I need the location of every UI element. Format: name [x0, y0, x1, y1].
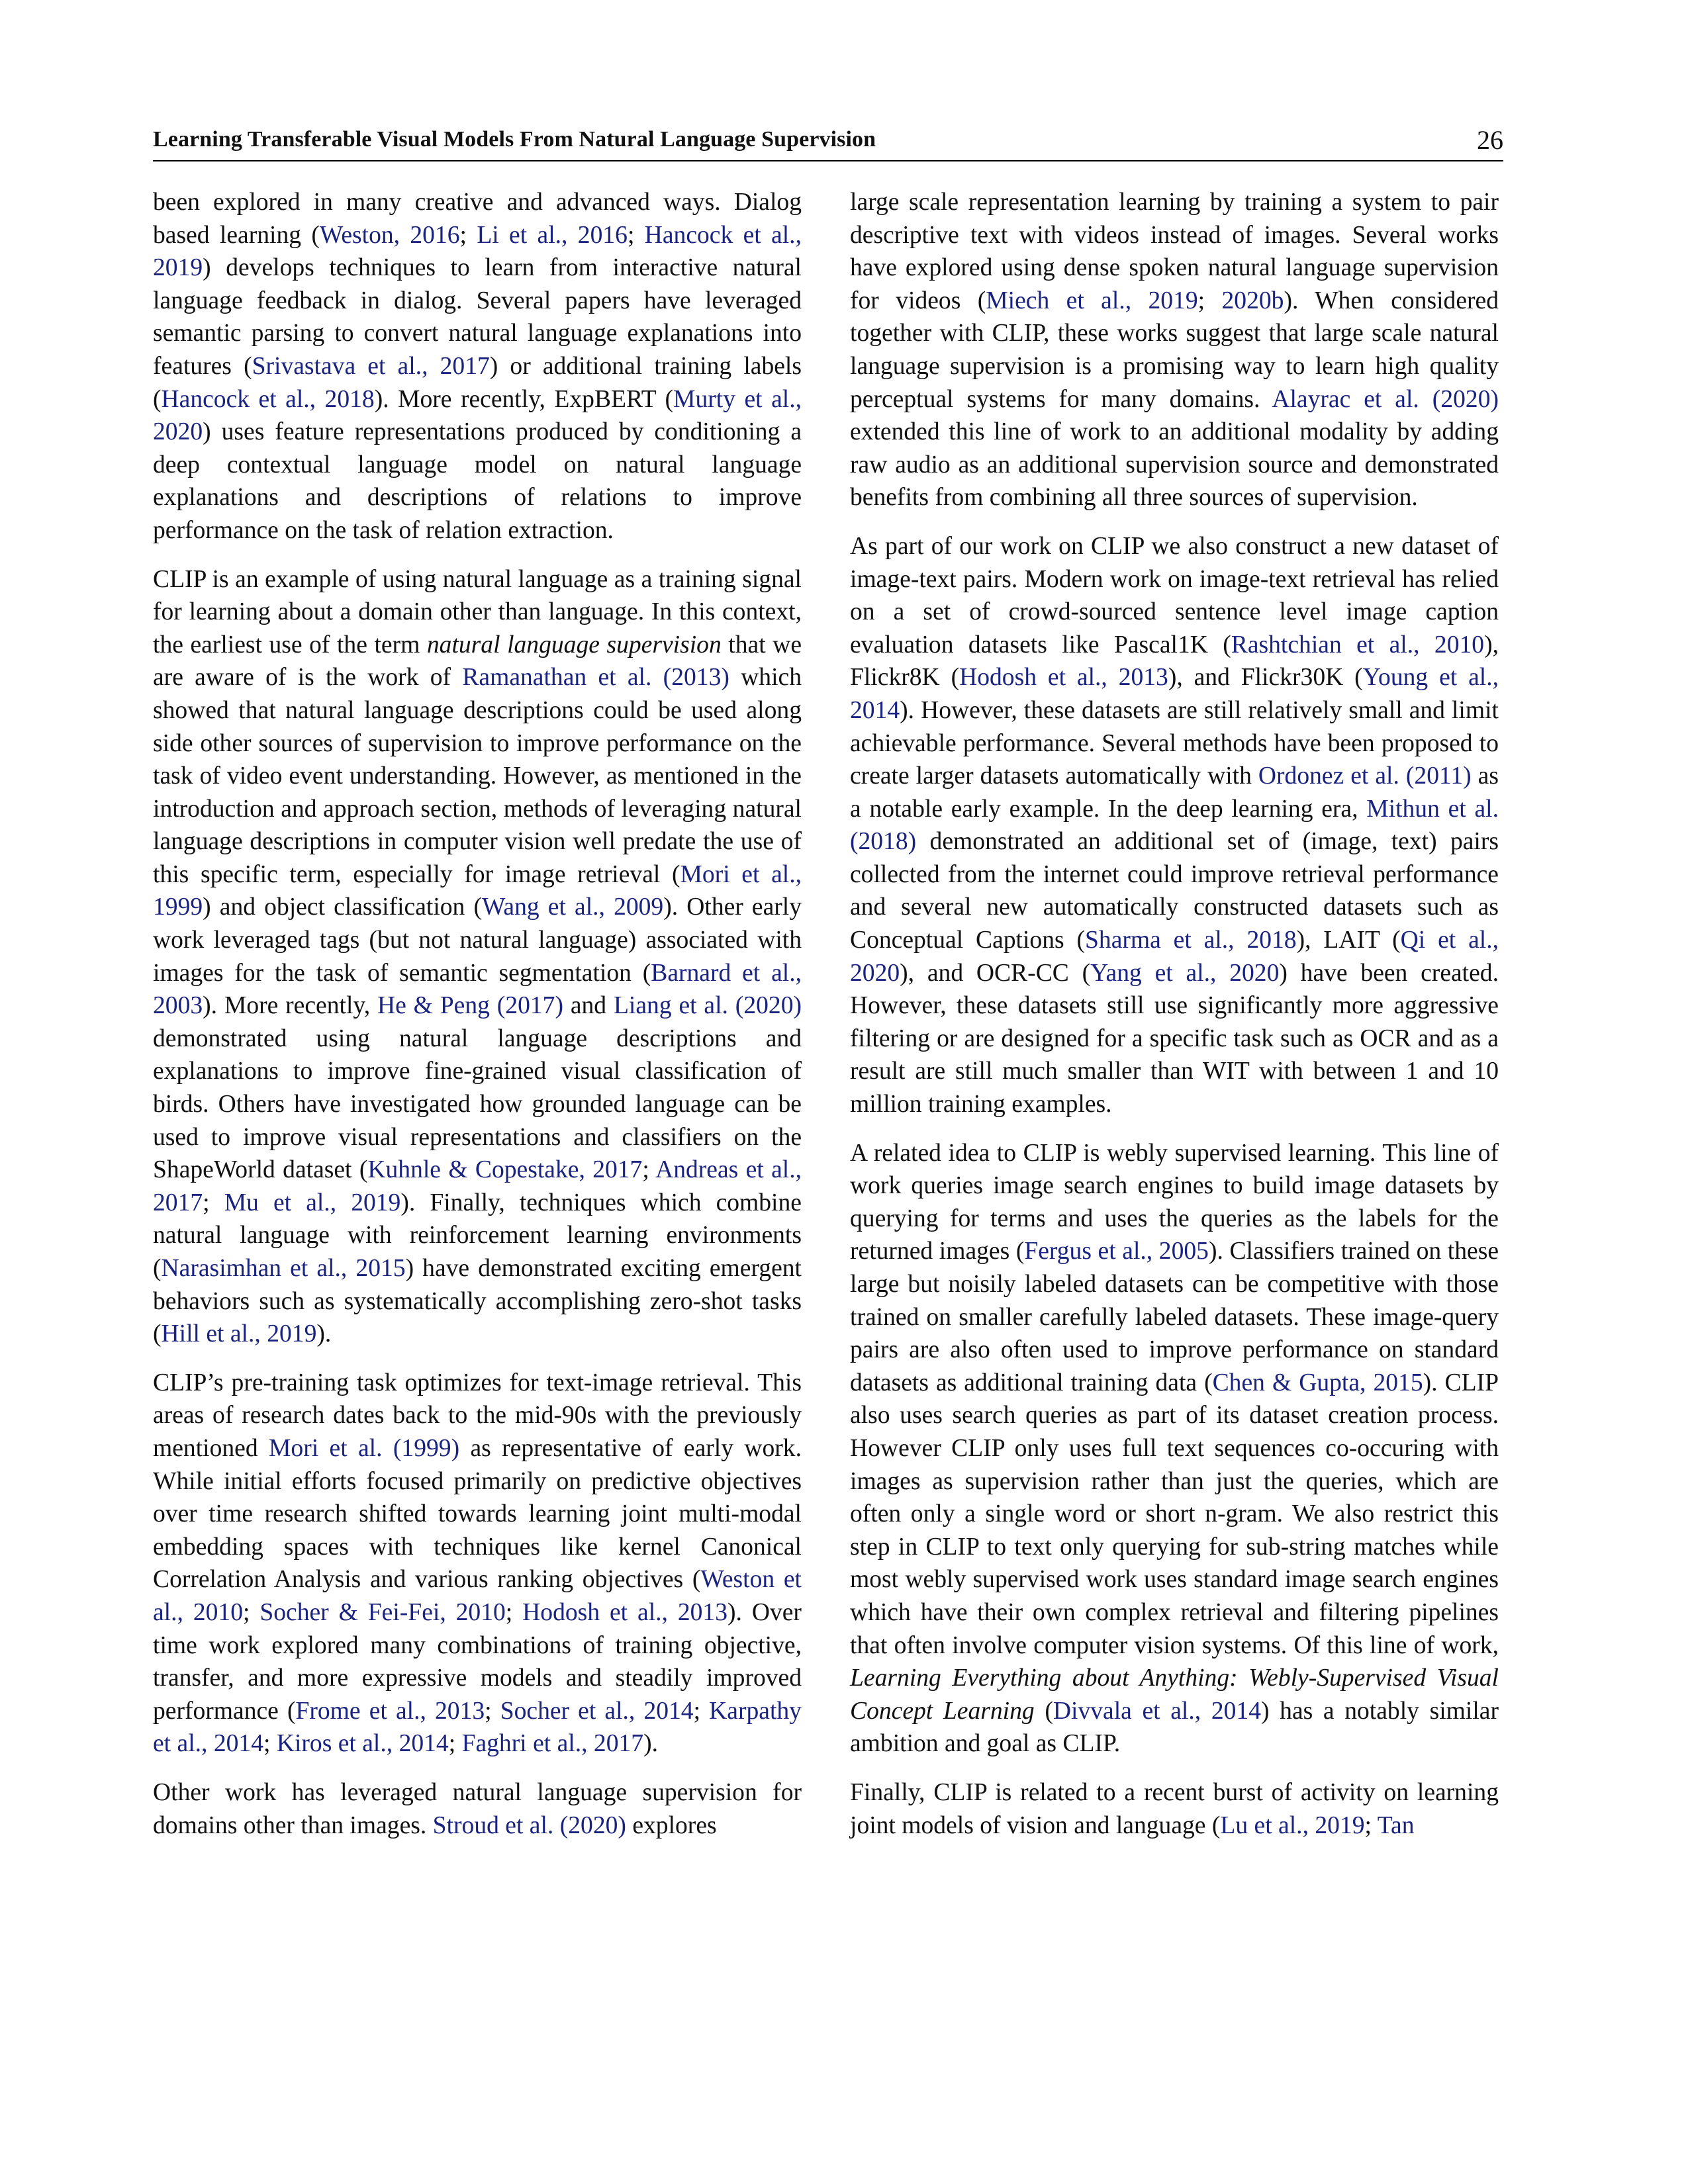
citation-socher-2014[interactable]: Socher et al., 2014	[500, 1697, 694, 1725]
citation-author: Yang et al.	[1090, 959, 1210, 987]
text-run: ) has a notably similar ambition and goal as CLIP.	[850, 1697, 1499, 1758]
citation-year: 2018	[1246, 927, 1297, 954]
citation-year: 2019	[1148, 287, 1198, 314]
citation-year: 2016	[410, 221, 460, 249]
citation-lu-2019[interactable]: Lu et al., 2019	[1220, 1811, 1365, 1839]
text-run: and	[563, 992, 614, 1020]
citation-author: Kiros et al.	[276, 1730, 387, 1758]
text-run: ). When considered together with CLIP, these works suggest that large scale natural language supervision is a promising way to learn high quality perceptual systems for many domains.	[850, 287, 1499, 413]
citation-year: 2010	[455, 1598, 506, 1626]
text-run: ). Over time work explored many combinations of training objective, transfer, and more expressive models and steadily improved performance (	[153, 1598, 802, 1725]
text-run: that we are aware of is the work of	[153, 631, 802, 692]
citation-wang-2009[interactable]: Wang et al., 2009	[481, 893, 664, 921]
citation-miech-2020b[interactable]	[1222, 287, 1284, 314]
citation-author: Hancock et al.	[161, 385, 310, 413]
text-run: ) and object classification (	[203, 893, 482, 921]
citation-year: 2020	[743, 992, 794, 1020]
text-run: ). More recently, ExpBERT (	[374, 385, 674, 413]
paragraph-image-text-dataset	[850, 530, 1499, 1121]
citation-author: Frome et al.	[295, 1697, 420, 1725]
text-run: ).	[643, 1730, 658, 1758]
citation-author: Hodosh et al.	[959, 664, 1102, 692]
text-run: ) have been created. However, these datasets still use significantly more aggressive filtering or are designed for a specific task such as OCR and as a result are still much smaller than WIT with between 1 and 10 million training examples.	[850, 959, 1499, 1118]
citation-he-peng-2017[interactable]: He & Peng (2017)	[377, 992, 563, 1020]
citation-year: 2015	[355, 1255, 406, 1282]
citation-author: Karpathy et al.	[153, 1697, 802, 1758]
citation-year: 2013	[1118, 664, 1168, 692]
citation-author: Narasimhan et al.	[161, 1255, 341, 1282]
text-run: Finally, CLIP is related to a recent burst of activity on learning joint models of vision and language (	[850, 1778, 1499, 1839]
text-run: ), and Flickr30K (	[1168, 664, 1363, 692]
text-run: large scale representation learning by training a system to pair descriptive text with videos instead of images. Several works have explored using dense spoken natural language supervision for videos (	[850, 189, 1499, 314]
text-run: ), and OCR-CC (	[900, 959, 1091, 987]
text-run: ;	[627, 221, 645, 249]
citation-year: 2018	[858, 828, 908, 856]
text-run: ), LAIT (	[1296, 927, 1401, 954]
citation-srivastava-2017[interactable]: Srivastava et al., 2017	[252, 352, 490, 380]
citation-faghri-2017[interactable]: Faghri et al., 2017	[461, 1730, 644, 1758]
citation-author: Sharma et al.	[1085, 927, 1229, 954]
citation-year: 2015	[1373, 1369, 1423, 1396]
citation-year: 2020	[153, 418, 203, 446]
text-run: ). CLIP also uses search queries as part of its dataset creation process. However CLIP only uses full text sequences co-occuring with images as supervision rather than just the queries, which are often only a single word or short n-gram. We also restrict this step in CLIP to text only querying for sub-string matches while most webly supervised work uses standard image search engines which have their own complex retrieval and filtering pipelines that often involve computer vision systems. Of this line of work,	[850, 1369, 1499, 1659]
citation-author: Barnard et al.	[651, 959, 796, 987]
citation-year: 2011	[1414, 762, 1464, 790]
citation-ordonez-2011[interactable]: Ordonez et al. (2011)	[1258, 762, 1472, 790]
text-run: ;	[263, 1730, 277, 1758]
text-run: ;	[459, 221, 477, 249]
citation-hill-2019[interactable]: Hill et al., 2019	[161, 1320, 317, 1348]
citation-mu-2019[interactable]: Mu et al., 2019	[224, 1189, 401, 1216]
citation-narasimhan-2015[interactable]: Narasimhan et al., 2015	[161, 1255, 406, 1282]
paragraph-other-domains	[153, 1776, 802, 1842]
citation-mithun-2018[interactable]: Mithun et al. (2018)	[850, 795, 1499, 856]
text-run: ;	[485, 1697, 500, 1725]
citation-chen-gupta-2015[interactable]: Chen & Gupta, 2015	[1212, 1369, 1423, 1396]
text-run: ).	[316, 1320, 332, 1348]
citation-author: Qi et al.	[1400, 927, 1493, 954]
citation-year: 2016	[577, 221, 628, 249]
citation-author: Lu et al.	[1220, 1811, 1303, 1839]
citation-rashtchian-2010[interactable]: Rashtchian et al., 2010	[1231, 631, 1485, 659]
text-run: which showed that natural language descriptions could be used along side other sources of supervision to improve performance on the task of video event understanding. However, as mentioned in the introduction and approach section, methods of leveraging natural language descriptions in computer vision well predate the use of this specific term, especially for image retrieval (	[153, 664, 802, 888]
citation-year: 2014	[213, 1730, 263, 1758]
text-run: ;	[242, 1598, 260, 1626]
paragraph-clip-natural-language	[153, 563, 802, 1351]
text-run: ;	[1197, 287, 1222, 314]
citation-author: Socher & Fei-Fei	[259, 1598, 440, 1626]
citation-hancock-2019[interactable]: Hancock et al., 2019	[153, 221, 802, 282]
citation-qi-2020[interactable]: Qi et al., 2020	[850, 927, 1499, 987]
text-run: as representative of early work. While initial efforts focused primarily on predictive objectives over time research shifted towards learning joint multi-modal embedding spaces with techniques like kernel Canonical Correlation Analysis and various ranking objectives (	[153, 1434, 802, 1594]
text-run: CLIP is an example of using natural language as a training signal for learning about a domain other than language. In this context, the earliest use of the term	[153, 565, 802, 659]
text-run: ) have demonstrated exciting emergent behaviors such as systematically accomplishing zero-shot tasks (	[153, 1255, 802, 1348]
citation-year: 2019	[267, 1320, 317, 1348]
citation-year: 2019	[153, 254, 203, 282]
paragraph-joint-vision-language	[850, 1776, 1499, 1842]
citation-year: 2014	[850, 696, 900, 724]
citation-author: Hancock et al.	[644, 221, 796, 249]
citation-year: 2014	[643, 1697, 694, 1725]
citation-sharma-2018[interactable]: Sharma et al., 2018	[1085, 927, 1297, 954]
citation-year: 2013	[434, 1697, 485, 1725]
citation-year: 2017	[593, 1730, 644, 1758]
citation-barnard-2003[interactable]: Barnard et al., 2003	[153, 959, 802, 1020]
text-run: ;	[693, 1697, 710, 1725]
citation-alayrac-2020[interactable]: Alayrac et al. (2020)	[1272, 385, 1499, 413]
citation-year: 2013	[671, 664, 722, 692]
citation-mori-1999[interactable]: Mori et al., 1999	[153, 860, 802, 921]
citation-frome-2013[interactable]: Frome et al., 2013	[295, 1697, 485, 1725]
text-run: extended this line of work to an additional modality by adding raw audio as an additional supervision source and demonstrated benefits from combining all three sources of supervision.	[850, 418, 1499, 512]
citation-author: Stroud et al.	[432, 1811, 554, 1839]
text-run: Other work has leveraged natural language supervision for domains other than images.	[153, 1778, 802, 1839]
citation-author: Weston et al.	[153, 1566, 802, 1626]
citation-socher-feifei-2010[interactable]: Socher & Fei-Fei, 2010	[259, 1598, 506, 1626]
citation-year: 2020	[1229, 959, 1280, 987]
citation-li-2016[interactable]: Li et al., 2016	[477, 221, 628, 249]
citation-author: Fergus et al.	[1024, 1238, 1147, 1265]
left-column	[153, 186, 802, 1858]
text-run: ) uses feature representations produced by conditioning a deep contextual language model on natural language explanations and descriptions of relations to improve performance on the task of relation extraction.	[153, 418, 802, 544]
citation-author: Rashtchian et al.	[1231, 631, 1414, 659]
citation-hancock-2018[interactable]: Hancock et al., 2018	[161, 385, 375, 413]
text-run: explores	[626, 1811, 717, 1839]
citation-weston-2016[interactable]: Weston, 2016	[319, 221, 460, 249]
citation-author: Mori et al.	[680, 860, 796, 888]
citation-year: 2017	[505, 992, 555, 1020]
citation-weston-2010[interactable]: Weston et al., 2010	[153, 1566, 802, 1626]
citation-author: Murty et al.	[673, 385, 796, 413]
emphasis-term: natural language supervision	[426, 631, 722, 659]
citation-year: 1999	[153, 893, 203, 921]
citation-year: 2020	[1440, 385, 1491, 413]
citation-author: Andreas et al.	[655, 1156, 796, 1184]
citation-year: 2009	[614, 893, 664, 921]
citation-author: Li et al.	[477, 221, 562, 249]
text-run: demonstrated an additional set of (image, text) pairs collected from the internet could improve retrieval performance and several new automatically constructed datasets such as Conceptual Captions (	[850, 828, 1499, 954]
citation-hodosh-2013[interactable]: Hodosh et al., 2013	[522, 1598, 727, 1626]
running-header	[153, 123, 1503, 161]
paragraph-video-text	[850, 186, 1499, 514]
text-run: ). Other early work leveraged tags (but not natural language) associated with images for the task of semantic segmentation (	[153, 893, 802, 987]
running-title: Learning Transferable Visual Models From Natural Language Supervision	[153, 127, 876, 152]
citation-author: Alayrac et al.	[1272, 385, 1419, 413]
emphasis-title: Learning Everything about Anything: Webly-Supervised Visual Concept Learning	[850, 1664, 1499, 1725]
paragraph-webly-supervised	[850, 1137, 1499, 1760]
citation-young-2014[interactable]: Young et al., 2014	[850, 664, 1499, 724]
citation-author: Mu et al.	[224, 1189, 330, 1216]
citation-tan[interactable]	[1378, 1812, 1415, 1839]
citation-author: Hodosh et al.	[522, 1598, 662, 1626]
citation-year: 2013	[677, 1598, 727, 1626]
citation-author: Wang et al.	[481, 893, 599, 921]
text-run: ;	[505, 1598, 523, 1626]
text-run: ), Flickr8K (	[850, 631, 1499, 692]
citation-miech-2019[interactable]: Miech et al., 2019	[986, 287, 1198, 314]
text-run: been explored in many creative and advanced ways. Dialog based learning (	[153, 189, 802, 249]
page-number: 26	[1477, 125, 1503, 155]
citation-author: Hill et al.	[161, 1320, 255, 1348]
text-run: ). Finally, techniques which combine natural language with reinforcement learning environments (	[153, 1189, 802, 1282]
text-run: demonstrated using natural language descriptions and explanations to improve fine-grained visual classification of birds. Others have investigated how grounded language can be used to improve visual representations and classifiers on the ShapeWorld dataset (	[153, 1024, 802, 1184]
citation-author: Divvala et al.	[1053, 1697, 1195, 1725]
text-run: ;	[642, 1156, 656, 1184]
citation-year: 2010	[193, 1598, 243, 1626]
citation-author: Mithun et al.	[1366, 795, 1499, 823]
citation-author: Srivastava et al.	[252, 352, 422, 380]
text-run: ). Classifiers trained on these large but noisily labeled datasets can be competitive with those trained on smaller carefully labeled datasets. These image-query pairs are also often used to improve performance on standard datasets as additional training data (	[850, 1238, 1499, 1396]
citation-author: Chen & Gupta	[1212, 1369, 1360, 1396]
citation-author: Socher et al.	[500, 1697, 629, 1725]
paragraph-dialog-learning	[153, 186, 802, 547]
citation-fergus-2005[interactable]: Fergus et al., 2005	[1024, 1238, 1209, 1265]
citation-author: Mori et al.	[269, 1434, 383, 1462]
text-run: ;	[448, 1730, 462, 1758]
citation-author: Young et al.	[1362, 664, 1493, 692]
citation-year: 2019	[1315, 1811, 1365, 1839]
text-run: ;	[203, 1189, 224, 1216]
citation-author: Kuhnle & Copestake	[367, 1156, 579, 1184]
citation-yang-2020[interactable]: Yang et al., 2020	[1090, 959, 1280, 987]
citation-year: 2010	[1434, 631, 1485, 659]
citation-murty-2020[interactable]: Murty et al., 2020	[153, 385, 802, 446]
citation-year: 2017	[440, 352, 490, 380]
paragraph-text-image-retrieval	[153, 1367, 802, 1760]
citation-year: 2018	[324, 385, 375, 413]
citation-andreas-2017[interactable]: Andreas et al., 2017	[153, 1156, 802, 1216]
text-run: ) develops techniques to learn from interactive natural language feedback in dialog. Several papers have leveraged semantic parsing to convert natural language explanations into features (	[153, 254, 802, 380]
citation-author: Faghri et al.	[461, 1730, 582, 1758]
text-run: ). More recently,	[203, 992, 377, 1020]
citation-author: Ordonez et al.	[1258, 762, 1399, 790]
citation-year: 2020	[568, 1811, 618, 1839]
citation-year: 2020	[850, 959, 900, 987]
citation-mori-1999[interactable]: Mori et al. (1999)	[269, 1434, 460, 1462]
citation-year: 2005	[1158, 1238, 1209, 1265]
citation-year: 2003	[153, 992, 203, 1020]
citation-ramanathan-2013[interactable]: Ramanathan et al. (2013)	[462, 664, 729, 692]
citation-liang-2020[interactable]: Liang et al. (2020)	[613, 992, 802, 1020]
citation-year: 2019	[351, 1189, 401, 1216]
text-run: as a notable early example. In the deep learning era,	[850, 762, 1499, 823]
text-run: A related idea to CLIP is webly supervised learning. This line of work queries image search engines to build image datasets by querying for terms and uses the queries as the labels for the returned images (	[850, 1139, 1499, 1265]
text-run: (	[1034, 1697, 1053, 1725]
citation-karpathy-2014[interactable]: Karpathy et al., 2014	[153, 1697, 802, 1758]
text-run: As part of our work on CLIP we also construct a new dataset of image-text pairs. Modern work on image-text retrieval has relied on a set of crowd-sourced sentence level image caption evaluation datasets like Pascal1K (	[850, 532, 1499, 659]
text-run: CLIP’s pre-training task optimizes for text-image retrieval. This areas of research dates back to the mid-90s with the previously mentioned	[153, 1369, 802, 1462]
citation-author: Weston	[319, 221, 394, 249]
citation-author: Liang et al.	[613, 992, 728, 1020]
citation-author: Tan	[1377, 1811, 1415, 1839]
citation-divvala-2014[interactable]: Divvala et al., 2014	[1053, 1697, 1261, 1725]
citation-author: Ramanathan et al.	[462, 664, 652, 692]
citation-year: 2017	[153, 1189, 203, 1216]
text-run: ). However, these datasets are still relatively small and limit achievable performance. Several methods have been proposed to create larger datasets automatically with	[850, 696, 1499, 790]
citation-stroud-2020[interactable]: Stroud et al. (2020)	[432, 1811, 626, 1839]
citation-year: 2014	[399, 1730, 449, 1758]
citation-kuhnle-2017[interactable]: Kuhnle & Copestake, 2017	[367, 1156, 643, 1184]
citation-year: 2017	[592, 1156, 643, 1184]
citation-hodosh-2013[interactable]: Hodosh et al., 2013	[959, 664, 1168, 692]
citation-year: 2014	[1211, 1697, 1261, 1725]
text-run: ;	[1364, 1811, 1378, 1839]
citation-year: 2020b	[1221, 287, 1284, 314]
citation-author: Miech et al.	[986, 287, 1125, 314]
citation-kiros-2014[interactable]: Kiros et al., 2014	[276, 1730, 449, 1758]
citation-author: He & Peng	[377, 992, 490, 1020]
right-column	[850, 186, 1499, 1858]
text-run: ) or additional training labels (	[153, 352, 802, 413]
citation-year: 1999	[401, 1434, 451, 1462]
